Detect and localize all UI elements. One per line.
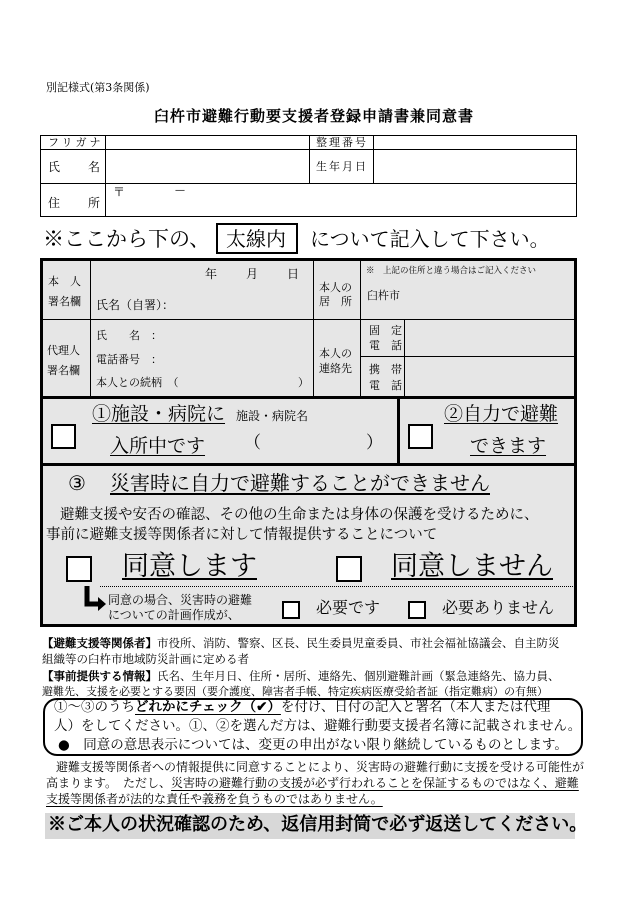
disagree-label: 同意しません [391, 551, 553, 582]
proxy-phone-label: 電話番号 ： [96, 353, 162, 366]
option-1-checkbox[interactable] [51, 424, 76, 449]
mobile-label-2: 電 話 [369, 379, 402, 392]
disclaimer-line2 [46, 777, 579, 789]
postal-dash: — [175, 185, 185, 196]
shared-info-note [42, 668, 612, 700]
residence-label: 本人の [319, 281, 352, 294]
disclaimer-line1: 避難支援等関係者への情報提供に同意することにより、災害時の避難行動に支援を受ける可能性が [56, 760, 585, 774]
consent-description: 避難支援や安否の確認、その他の生命または身体の保護を受けるために、 [60, 507, 539, 523]
plan-not-needed-checkbox[interactable] [408, 601, 426, 619]
reference-number-field[interactable] [374, 136, 576, 149]
agree-checkbox[interactable] [66, 556, 92, 582]
support-parties-heading: 【避難支援等関係者】 [42, 636, 157, 650]
birth-date-label: 生年月日 [316, 160, 368, 173]
disclaimer-line2-b: 災害時の避難行動の支援が必ず行われることを保証するものではなく、避難 [171, 776, 579, 790]
instruction-suffix: について記入して下さい。 [310, 227, 550, 251]
postal-mark: 〒 [113, 185, 126, 199]
name-label-2: 名 [88, 160, 101, 174]
self-signature-field[interactable] [92, 262, 312, 318]
shared-info-heading: 【事前提供する情報】 [42, 669, 157, 683]
arrow-icon [82, 586, 106, 614]
proxy-name-field[interactable] [160, 325, 310, 343]
furigana-field[interactable] [106, 136, 308, 149]
date-year-label: 年 [205, 267, 218, 281]
plan-not-needed-label: 必要ありません [442, 598, 555, 617]
mobile-field[interactable] [406, 358, 573, 395]
proxy-relation-field[interactable] [190, 373, 295, 391]
proxy-relation-label: 本人との続柄 （ [96, 376, 179, 389]
plan-needed-label: 必要です [316, 598, 381, 617]
self-signature-label-2: 署名欄 [48, 295, 81, 308]
proxy-relation-close: ） [298, 376, 309, 389]
plan-label-2: についての計画作成が、 [108, 608, 240, 622]
reference-number-label: 整理番号 [316, 136, 368, 149]
landline-label: 固 定 [369, 324, 402, 337]
facility-paren-close: ） [366, 433, 383, 453]
contact-label-2: 連絡先 [319, 362, 352, 375]
thick-frame-label: 太線内 [226, 227, 286, 251]
landline-label-2: 電 話 [369, 339, 402, 352]
option-2-checkbox[interactable] [408, 424, 433, 449]
option-1-label-2: 入所中です [110, 435, 206, 457]
instruction-box-line1-b: どれかにチェック（✔） [135, 699, 281, 715]
instruction-box-line1 [54, 701, 550, 715]
support-parties-text: 市役所、消防、警察、区長、民生委員児童委員、市社会福祉協議会、自主防災 [157, 636, 560, 650]
instruction-prefix: ※ここから下の、 [43, 227, 211, 251]
birth-date-field[interactable] [374, 150, 576, 183]
proxy-signature-label-2: 署名欄 [47, 364, 80, 377]
contact-label: 本人の [319, 347, 352, 360]
disclaimer-line3: 支援等関係者が法的な責任や義務を負うものではありません。 [46, 792, 383, 806]
plan-label: 同意の場合、災害時の避難 [108, 593, 253, 607]
proxy-signature-label: 代理人 [47, 344, 80, 357]
support-parties-text-2: 組織等の臼杵市地域防災計画に定める者 [42, 652, 249, 666]
date-day-label: 日 [287, 267, 300, 281]
option-3-number: ③ [68, 471, 86, 495]
instruction-box-line1-c: を付け、日付の記入と署名（本人または代理 [280, 699, 551, 715]
disagree-checkbox[interactable] [336, 556, 362, 582]
instruction-box-line2: 人）をしてください。①、②を選んだ方は、避難行動要支援者名簿に記載されません。 [54, 718, 582, 734]
shared-info-text: 氏名、生年月日、住所・居所、連絡先、個別避難計画（緊急連絡先、協力員、 [157, 669, 560, 683]
residence-field[interactable] [405, 283, 573, 316]
date-month-label: 月 [246, 267, 259, 281]
instruction-box-line1-a: ①～③のうち [54, 699, 135, 715]
dotted-divider [100, 586, 575, 587]
address-field[interactable] [106, 184, 576, 216]
self-name-label: 氏名（自署）： [96, 298, 175, 312]
facility-name-label: 施設・病院名 [236, 409, 309, 423]
instruction-box-line3: ● 同意の意思表示については、変更の申出がない限り継続しているものとします。 [58, 737, 568, 753]
support-parties-note [42, 635, 612, 667]
consent-description-2: 事前に避難支援等関係者に対して情報提供することについて [46, 527, 438, 543]
address-label: 住 [48, 196, 61, 210]
facility-paren-open: （ [244, 433, 261, 453]
self-signature-label: 本 人 [48, 275, 81, 288]
plan-needed-checkbox[interactable] [282, 601, 300, 619]
proxy-name-label: 氏 名 ： [96, 329, 162, 342]
final-notice: ※ご本人の状況確認のため、返信用封筒で必ず返送してください。 [48, 814, 588, 835]
option-1-label: ①施設・病院に [92, 403, 226, 425]
option-3-label: 災害時に自力で避難することができません [110, 471, 490, 495]
furigana-label: フリガナ [48, 136, 104, 149]
name-field[interactable] [106, 150, 308, 183]
option-2-label: ②自力で避難 [444, 403, 559, 425]
proxy-phone-field[interactable] [160, 349, 310, 367]
residence-label-2: 居 所 [319, 295, 352, 308]
landline-field[interactable] [406, 321, 573, 355]
option-2-label-2: できます [470, 435, 547, 457]
address-label-2: 所 [88, 196, 101, 210]
agree-label: 同意します [122, 551, 257, 582]
name-label: 氏 [48, 160, 61, 174]
mobile-label: 携 帯 [369, 363, 402, 376]
facility-name-field[interactable] [262, 433, 362, 455]
residence-city: 臼杵市 [367, 289, 400, 302]
disclaimer-line2-a: 高まります。 ただし、 [46, 776, 172, 790]
form-reference: 別記様式(第3条関係) [46, 81, 150, 94]
shared-info-text-2: 避難先、支援を必要とする要因（要介護度、障害者手帳、特定疾病医療受給者証（指定難病）の有無） [42, 685, 548, 698]
residence-note: ※ 上記の住所と違う場合はご記入ください [366, 266, 537, 276]
page-title: 臼杵市避難行動要支援者登録申請書兼同意書 [154, 107, 475, 125]
